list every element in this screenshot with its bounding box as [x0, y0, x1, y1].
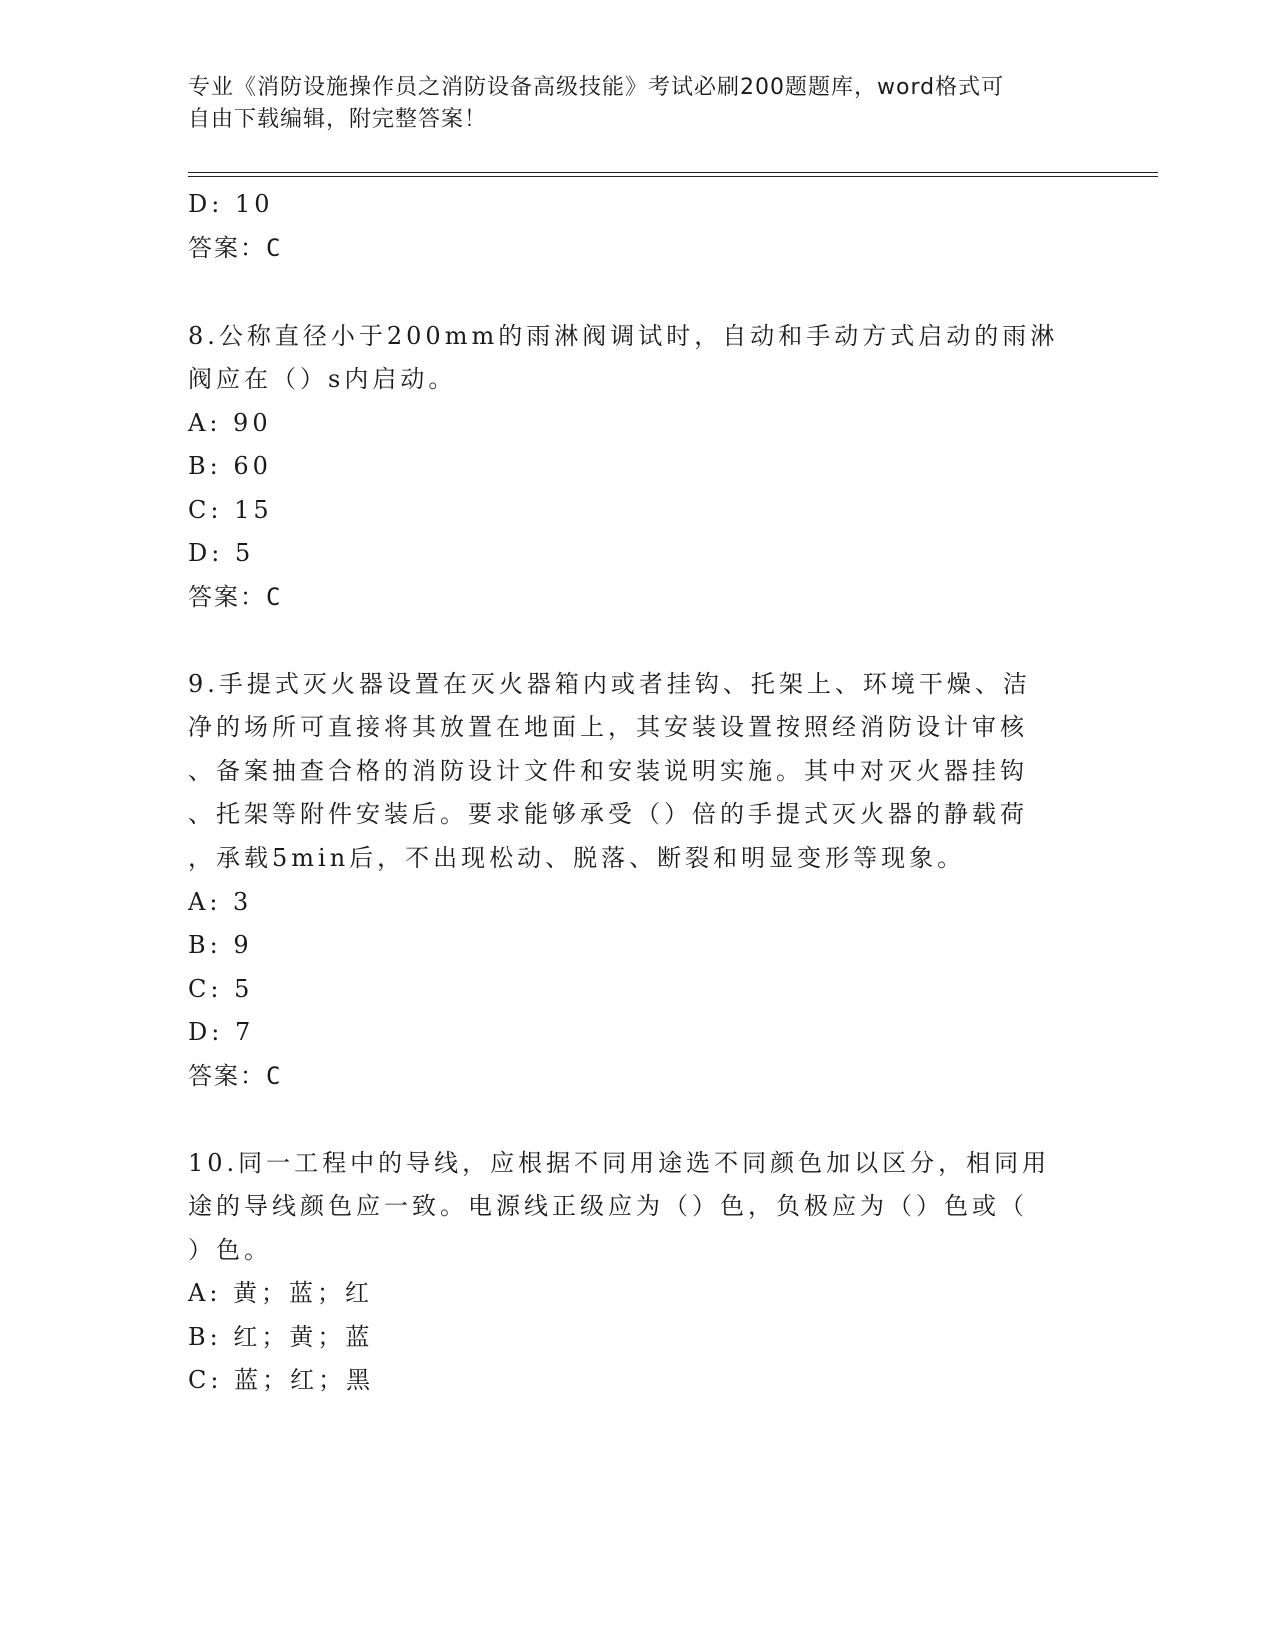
- question-8-option-d: D: 5: [188, 539, 255, 567]
- question-9-stem-line-5: ，承载5min后，不出现松动、脱落、断裂和明显变形等现象。: [188, 844, 966, 872]
- question-8-option-c: C: 15: [188, 496, 273, 524]
- prev-question-answer: [188, 232, 1088, 264]
- prev-question-option-d: D: 10: [188, 190, 274, 218]
- question-9-stem-line-4: 、托架等附件安装后。要求能够承受（）倍的手提式灭火器的静载荷: [188, 800, 1028, 828]
- question-9-stem-line-3: 、备案抽查合格的消防设计文件和安装说明实施。其中对灭火器挂钩: [188, 757, 1028, 785]
- question-10-stem-line-1: 10.同一工程中的导线，应根据不同用途选不同颜色加以区分，相同用: [188, 1149, 1051, 1177]
- answer-label: 答案：: [188, 583, 266, 611]
- question-9-answer: [188, 1060, 1088, 1092]
- header-title-line-2: 自由下载编辑，附完整答案！: [188, 107, 488, 132]
- question-9-option-a: A: 3: [188, 888, 253, 916]
- question-8-option-b: B: 60: [188, 452, 272, 480]
- header-divider-top: [188, 172, 1158, 173]
- header-divider-bottom: [188, 176, 1158, 177]
- answer-value: C: [266, 234, 281, 262]
- question-8-answer: [188, 581, 1088, 613]
- question-9-stem-line-2: 净的场所可直接将其放置在地面上，其安装设置按照经消防设计审核: [188, 713, 1028, 741]
- question-9-stem-line-1: 9.手提式灭火器设置在灭火器箱内或者挂钩、托架上、环境干燥、洁: [188, 670, 1031, 698]
- question-8-option-a: A: 90: [188, 409, 272, 437]
- answer-value: C: [266, 583, 281, 611]
- question-10-stem-line-3: ）色。: [188, 1236, 272, 1264]
- answer-value: C: [266, 1062, 281, 1090]
- question-9-option-b: B: 9: [188, 931, 253, 959]
- question-8-stem-line-1: 8.公称直径小于200mm的雨淋阀调试时，自动和手动方式启动的雨淋: [188, 322, 1059, 350]
- question-9-option-c: C: 5: [188, 975, 254, 1003]
- question-10-option-a: A: 黄；蓝；红: [188, 1279, 374, 1307]
- answer-label: 答案：: [188, 234, 266, 262]
- question-10-option-b: B: 红；黄；蓝: [188, 1323, 374, 1351]
- question-10-stem-line-2: 途的导线颜色应一致。电源线正级应为（）色，负极应为（）色或（: [188, 1192, 1028, 1220]
- question-8-stem-line-2: 阀应在（）s内启动。: [188, 365, 457, 393]
- question-10-option-c: C: 蓝；红；黑: [188, 1366, 375, 1394]
- header-title-line-1: 专业《消防设施操作员之消防设备高级技能》考试必刷200题题库，word格式可: [188, 75, 1005, 100]
- answer-label: 答案：: [188, 1062, 266, 1090]
- question-9-option-d: D: 7: [188, 1018, 255, 1046]
